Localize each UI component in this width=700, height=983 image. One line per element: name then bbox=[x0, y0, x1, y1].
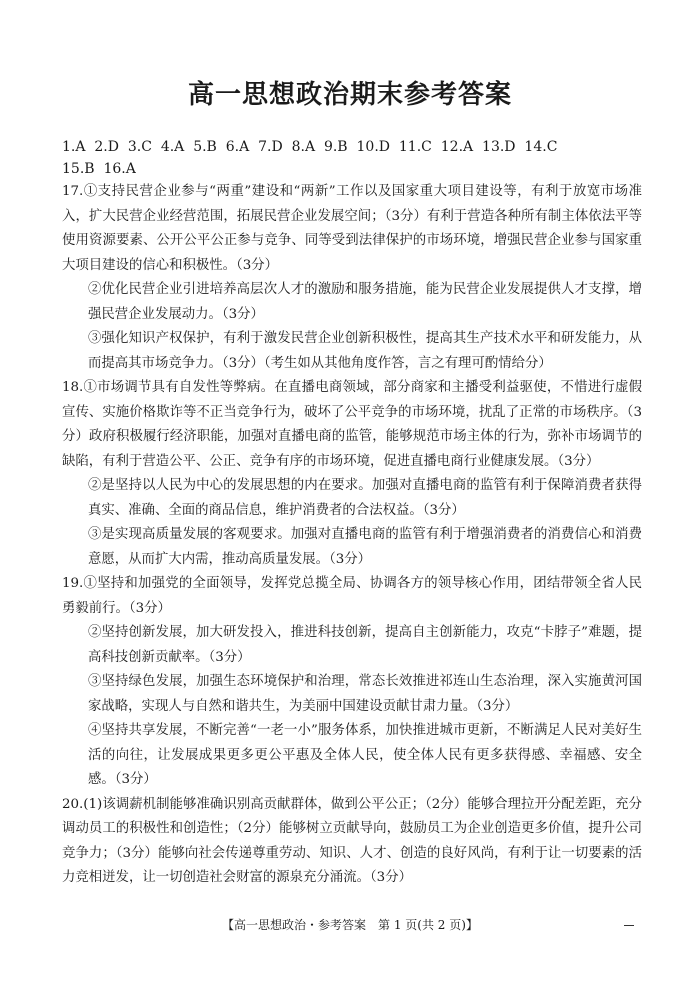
question-18-point-2: ②是坚持以人民为中心的发展思想的内在要求。加强对直播电商的监管有利于保障消费者获得真实、准确、全面的商品信息，维护消费者的合法权益。（3分） bbox=[88, 478, 642, 518]
choice-answers-line-2: 15.B 16.A bbox=[62, 161, 136, 177]
question-17-point-1: ①支持民营企业参与“两重”建设和“两新”工作以及国家重大项目建设等，有利于放宽市场准入，扩大民营企业经营范围，拓展民营企业发展空间；（3分）有利于营造各种所有制主体依法平等使用资源要素、公开公平公正参与竞争、同等受到法律保护的市场环境，增强民营企业参与国家重大项目建设的信心和积极性。（3分） bbox=[62, 184, 642, 273]
question-19-number: 19. bbox=[62, 576, 84, 591]
question-18-point-1: ①市场调节具有自发性等弊病。在直播电商领域，部分商家和主播受利益驱使，不惜进行虚假宣传、实施价格欺诈等不正当竞争行为，破坏了公平竞争的市场环境，扰乱了正常的市场秩序。（3分）政府积极履行经济职能，加强对直播电商的监管，能够规范市场主体的行为，弥补市场调节的缺陷，有利于营造公平、公正、竞争有序的市场环境，促进直播电商行业健康发展。（3分） bbox=[62, 380, 642, 469]
question-17-number: 17. bbox=[62, 184, 84, 199]
question-19-point-4: ④坚持共享发展，不断完善“一老一小”服务体系，加快推进城市更新，不断满足人民对美好生活的向往，让发展成果更多更公平惠及全体人民，使全体人民有更多获得感、幸福感、安全感。（3分） bbox=[88, 723, 642, 787]
question-18-number: 18. bbox=[62, 380, 84, 395]
question-18 bbox=[62, 376, 642, 572]
question-17-point-2: ②优化民营企业引进培养高层次人才的激励和服务措施，能为民营企业发展提供人才支撑，增强民营企业发展动力。（3分） bbox=[88, 282, 642, 322]
question-20 bbox=[62, 793, 642, 891]
question-19-point-3: ③坚持绿色发展，加强生态环境保护和治理，常态长效推进祁连山生态治理，深入实施黄河国家战略，实现人与自然和谐共生，为美丽中国建设贡献甘肃力量。（3分） bbox=[88, 674, 642, 714]
question-18-point-3: ③是实现高质量发展的客观要求。加强对直播电商的监管有利于增强消费者的消费信心和消费意愿，从而扩大内需，推动高质量发展。（3分） bbox=[88, 527, 642, 567]
corner-mark bbox=[624, 925, 634, 926]
essay-answers bbox=[62, 180, 642, 891]
question-17 bbox=[62, 180, 642, 376]
question-19 bbox=[62, 572, 642, 793]
choice-answers-line-1: 1.A 2.D 3.C 4.A 5.B 6.A 7.D 8.A 9.B 10.D 11.C 12.A 13.D 14.C bbox=[62, 139, 558, 155]
question-20-number: 20. bbox=[62, 796, 84, 812]
question-19-point-1: ①坚持和加强党的全面领导，发挥党总揽全局、协调各方的领导核心作用，团结带领全省人民勇毅前行。（3分） bbox=[62, 576, 642, 616]
question-20-part-1: (1)该调薪机制能够准确识别高贡献群体，做到公平公正；（2分）能够合理拉开分配差距，充分调动员工的积极性和创造性；（2分）能够树立贡献导向，鼓励员工为企业创造更多价值，提升公司竞争力；（3分）能够向社会传递尊重劳动、知识、人才、创造的良好风尚，有利于让一切要素的活力竞相迸发，让一切创造社会财富的源泉充分涌流。（3分） bbox=[62, 796, 642, 885]
question-19-point-2: ②坚持创新发展，加大研发投入，推进科技创新，提高自主创新能力，攻克“卡脖子”难题，提高科技创新贡献率。（3分） bbox=[88, 625, 642, 665]
page-title: 高一思想政治期末参考答案 bbox=[187, 80, 512, 110]
question-17-point-3: ③强化知识产权保护，有利于激发民营企业创新积极性，提高其生产技术水平和研发能力，从而提高其市场竞争力。（3分）（考生如从其他角度作答，言之有理可酌情给分） bbox=[88, 331, 642, 371]
choice-answers bbox=[62, 136, 642, 180]
page-footer: 【高一思想政治・参考答案 第 1 页(共 2 页)】 bbox=[222, 918, 478, 932]
